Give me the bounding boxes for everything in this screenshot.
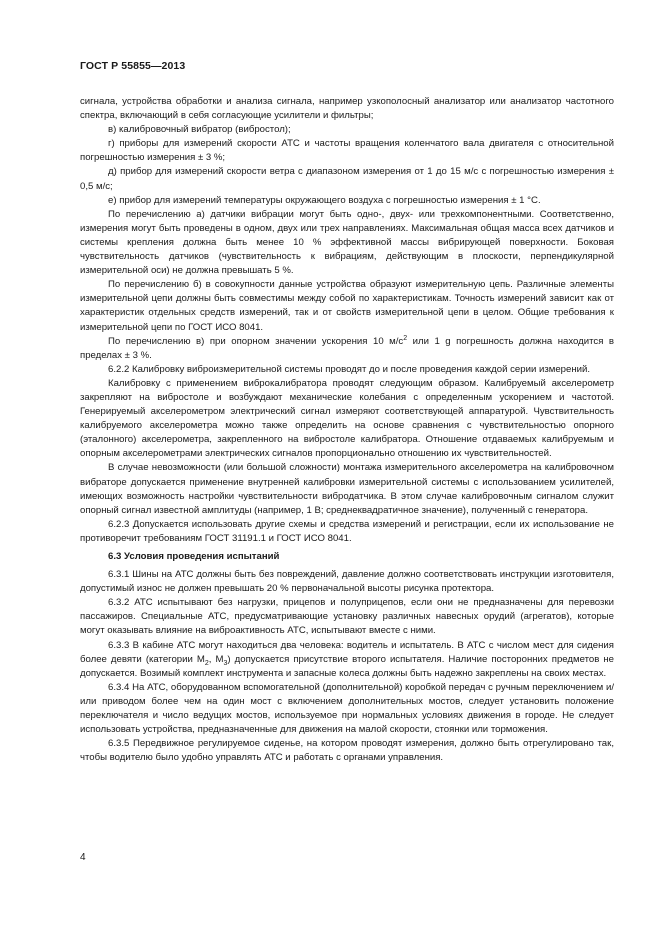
- list-item: г) приборы для измерений скорости АТС и частоты вращения коленчатого вала двигателя с относительной погрешностью измерения ± 3 %;: [80, 138, 614, 164]
- paragraph-text: По перечислению в) при опорном значении ускорения 10 м/с: [108, 335, 404, 347]
- subscript: 2: [204, 659, 209, 667]
- paragraph-text: , М: [208, 653, 224, 665]
- paragraph: По перечислению а) датчики вибрации могут быть одно-, двух- или трехкомпонентными. Соответственно, измерения могут быть проведены в одном, двух или трех направлениях. Максимальная общая масса всех датчиков и системы крепления должна быть менее 10 % эффективной массы вибрирующей поверхности. Боковая чувствительность датчиков (чувствительность к вибрациям, действующим в плоскости, перпендикулярной измерительной оси) не должна превышать 5 %.: [80, 208, 614, 277]
- paragraph: сигнала, устройства обработки и анализа сигнала, например узкополосный анализатор или анализатор частотного спектра, включающий в себя согласующие усилители и фильтры;: [80, 96, 614, 122]
- paragraph: 6.3.5 Передвижное регулируемое сиденье, на котором проводят измерения, должно быть отрегулировано так, чтобы водителю было удобно управлять АТС и работать с органами управления.: [80, 738, 614, 764]
- list-item: д) прибор для измерений скорости ветра с диапазоном измерения от 1 до 15 м/с с погрешностью измерения ± 0,5 м/с;: [80, 166, 614, 192]
- paragraph: [80, 335, 614, 363]
- paragraph: 6.2.3 Допускается использовать другие схемы и средства измерений и регистрации, если их использование не противоречит требованиям ГОСТ 31191.1 и ГОСТ ИСО 8041.: [80, 518, 614, 544]
- document-header: ГОСТ Р 55855—2013: [80, 60, 186, 72]
- paragraph: 6.3.1 Шины на АТС должны быть без повреждений, давление должно соответствовать инструкции изготовителя, допустимый износ не должен превышать 20 % первоначальной высоты рисунка протектора.: [80, 569, 614, 595]
- superscript: 2: [403, 334, 408, 342]
- paragraph: Калибровку с применением виброкалибратора проводят следующим образом. Калибруемый акселерометр закрепляют на вибростоле и возбуждают механические колебания с определенным ускорением и частотой. Генерируемый акселерометром электрический сигнал измеряют соответствующей аппаратурой. Чувствительность калибруемого акселерометра можно также определить на основе сравнения с чувствительностью опорного (эталонного) акселерометра, закрепленного на вибростоле калибратора. Отношение отдаваемых калибруемым и опорным акселерометрами электрических сигналов пропорционально отношению их чувствительностей.: [80, 377, 614, 460]
- paragraph-text: или 1 g погрешность должна находится в пределах ± 3 %.: [80, 335, 614, 361]
- paragraph-text: ) допускается присутствие второго испытателя. Наличие посторонних предметов не допускается. Возимый комплект инструмента и запасные колеса должны быть надежно закреплены на своих местах.: [80, 653, 615, 679]
- paragraph: [80, 639, 614, 681]
- paragraph-text: 6.3.3 В кабине АТС могут находиться два человека: водитель и испытатель. В АТС с числом мест для сидения более девяти (категории М: [80, 639, 614, 665]
- paragraph: 6.2.2 Калибровку виброизмерительной системы проводят до и после проведения каждой серии измерений.: [108, 363, 591, 375]
- paragraph: 6.3.4 На АТС, оборудованном вспомогательной (дополнительной) коробкой передач с ручным переключением и/или приводом более чем на один мост с включением дополнительных мостов, следует установить положение переключателя и число ведущих мостов, используемое при нормальных условиях движения в городе. Не следует использовать устройства, предназначенные для движения на малой скорости, стоянки или торможения.: [80, 681, 614, 736]
- subscript: 3: [223, 659, 228, 667]
- list-item: е) прибор для измерений температуры окружающего воздуха с погрешностью измерения ± 1 °С.: [108, 194, 541, 206]
- section-heading: 6.3 Условия проведения испытаний: [108, 551, 280, 562]
- paragraph: В случае невозможности (или большой сложности) монтажа измерительного акселерометра на калибровочном вибраторе допускается применение внутренней калибровки измерительной системы с использованием усилителей, имеющих возможность настройки чувствительности вибродатчика. В этом случае калибровочным сигналом служит опорный сигнал известной амплитуды (например, 1 В; среднеквадратичное значение), полученный с генератора.: [80, 462, 614, 516]
- paragraph: По перечислению б) в совокупности данные устройства образуют измерительную цепь. Различные элементы измерительной цепи должны быть совместимы между собой по характеристикам. Точность измерений зависит как от характеристик отдельных средств измерений, так и от свойств измерительной цепи в целом. Общие требования к измерительной цепи по ГОСТ ИСО 8041.: [80, 279, 614, 333]
- document-body: [80, 95, 614, 765]
- list-item: в) калибровочный вибратор (вибростол);: [108, 124, 291, 136]
- paragraph: 6.3.2 АТС испытывают без нагрузки, прицепов и полуприцепов, если они не предназначены для перевозки пассажиров. Специальные АТС, предусматривающие установку различных навесных орудий (агрегатов), которые могут оказывать влияние на виброактивность АТС, испытывают вместе с ними.: [80, 597, 614, 637]
- page-number: 4: [80, 852, 86, 863]
